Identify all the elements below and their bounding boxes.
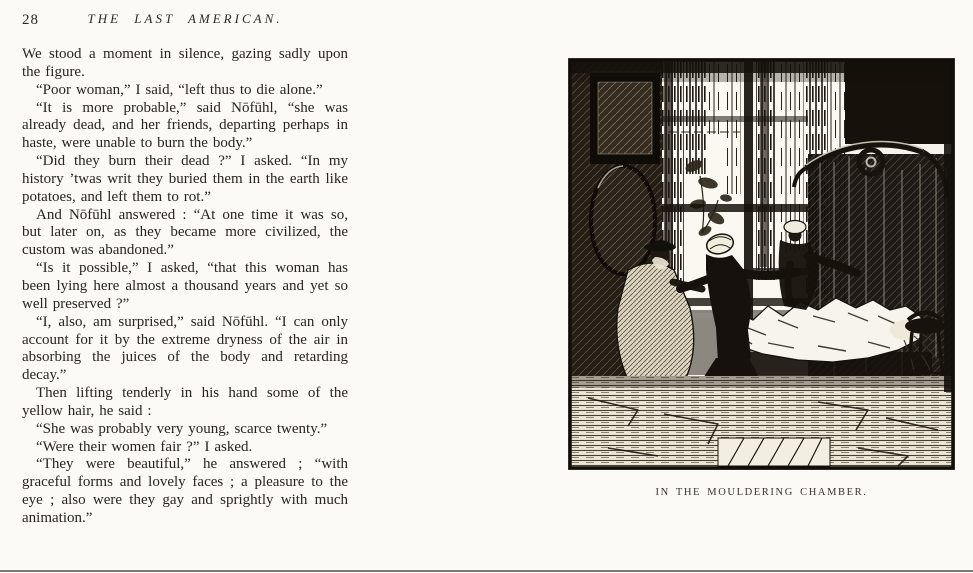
paragraph: “I, also, am surprised,” said Nōfūhl. “I can only account for it by the extreme dryness of the air in absorbing the juices of the body and retarding decay.” — [22, 313, 348, 384]
left-page — [22, 10, 348, 528]
page-bottom-rule — [0, 570, 973, 572]
paragraph: “It is more probable,” said Nōfūhl, “she was already dead, and her friends, departing perhaps in haste, were unable to burn the body.” — [22, 99, 348, 152]
paragraph: Then lifting tenderly in his hand some of the yellow hair, he said : — [22, 385, 348, 419]
paragraph: “Is it possible,” I asked, “that this woman has been lying here almost a thousand years and yet so well preserved ?” — [22, 260, 348, 312]
running-title: THE LAST AMERICAN. — [87, 11, 283, 26]
paragraph: “They were beautiful,” he answered ; “with graceful forms and lovely faces ; a pleasure to the eye ; also were they gay and sprightly with much animation.” — [22, 456, 348, 526]
paragraph: And Nōfūhl answered : “At one time it was so, but later on, as they became more civilized, the custom was abandoned.” — [22, 206, 348, 259]
body-text — [22, 46, 348, 528]
paragraph: “Were their women fair ?” I asked. — [36, 438, 253, 455]
paragraph: We stood a moment in silence, gazing sadly upon the figure. — [22, 46, 348, 80]
page-header — [22, 10, 348, 34]
page-number: 28 — [22, 12, 39, 28]
paragraph: “Did they burn their dead ?” I asked. “In my history ’twas writ they buried them in the earth like potatoes, and left them to rot.” — [22, 153, 348, 205]
illustration-plate — [568, 58, 955, 470]
illustration-engraving — [568, 58, 955, 470]
floor — [570, 376, 953, 468]
illustration-caption: IN THE MOULDERING CHAMBER. — [655, 487, 868, 498]
paragraph: “She was probably very young, scarce twenty.” — [36, 420, 328, 437]
paragraph: “Poor woman,” I said, “left thus to die alone.” — [36, 81, 323, 98]
